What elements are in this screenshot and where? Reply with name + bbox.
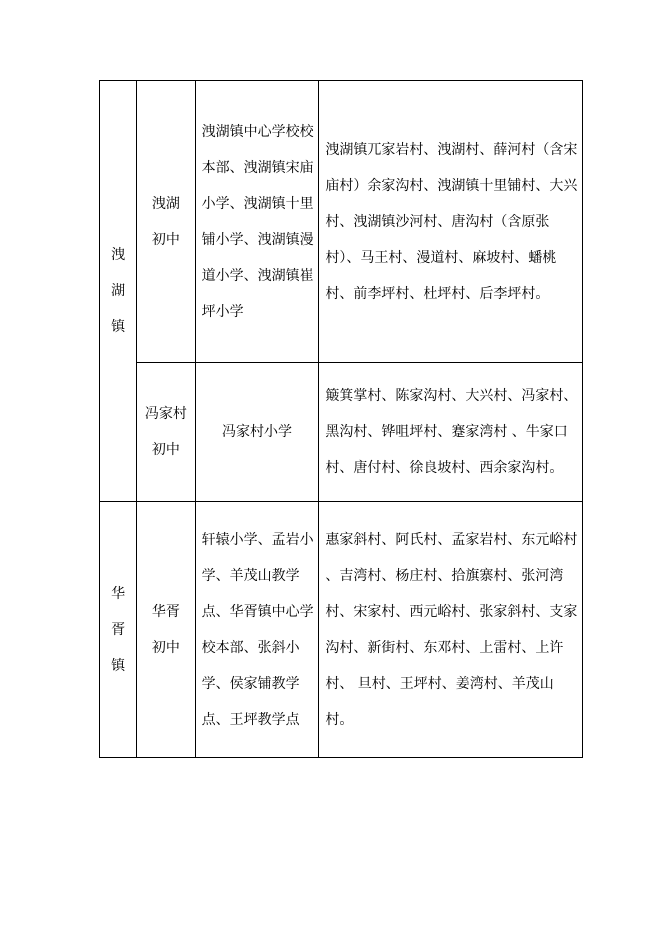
middle-school-cell (137, 363, 195, 502)
town-cell (100, 81, 137, 502)
primary-schools-text: 洩湖镇中心学校校本部、洩湖镇宋庙小学、洩湖镇十里铺小学、洩湖镇漫道小学、洩湖镇崔坪小学 (201, 123, 314, 320)
town-name: 洩湖镇 (111, 247, 126, 335)
primary-schools-text: 冯家村小学 (221, 424, 292, 440)
table-row (100, 81, 583, 363)
school-district-table (99, 80, 583, 758)
table-row (100, 363, 583, 502)
middle-school-cell (137, 502, 195, 758)
town-name: 华胥镇 (111, 585, 126, 674)
villages-cell (319, 363, 583, 502)
primary-schools-cell (195, 363, 319, 502)
table-row (100, 502, 583, 758)
villages-text: 惠家斜村、阿氏村、孟家岩村、东元峪村 、吉湾村、杨庄村、拾旗寨村、张河湾村、宋家村、西元峪村、张家斜村、支家沟村、新街村、东邓村、上雷村、上许村、 旦村、王坪村、姜湾村、羊茂山村。 (325, 531, 578, 728)
primary-schools-text: 轩辕小学、孟岩小学、羊茂山教学点、华胥镇中心学校本部、张斜小学、侯家铺教学点、王坪教学点 (201, 531, 314, 728)
middle-school-name: 华胥初中 (151, 603, 180, 656)
middle-school-name: 冯家村初中 (144, 406, 187, 458)
villages-text: 洩湖镇兀家岩村、洩湖村、薛河村（含宋庙村）余家沟村、洩湖镇十里铺村、大兴村、洩湖镇沙河村、唐沟村（含原张村）、马王村、漫道村、麻坡村、蟠桃村、前李坪村、杜坪村、后李坪村。 (325, 141, 578, 302)
villages-text: 簸箕掌村、陈家沟村、大兴村、冯家村、黑沟村、铧咀坪村、蹇家湾村 、牛家口村、唐付村、徐良坡村、西余家沟村。 (325, 388, 578, 476)
town-cell (100, 502, 137, 758)
middle-school-name: 洩湖初中 (151, 195, 180, 248)
primary-schools-cell (195, 502, 319, 758)
villages-cell (319, 502, 583, 758)
villages-cell (319, 81, 583, 363)
middle-school-cell (137, 81, 195, 363)
primary-schools-cell (195, 81, 319, 363)
